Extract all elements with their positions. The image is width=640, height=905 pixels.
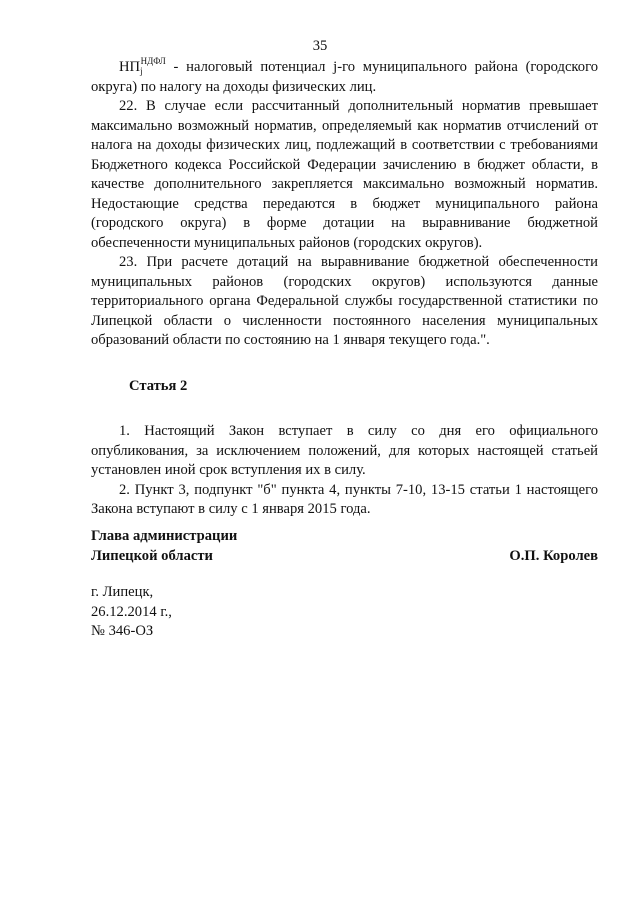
definition-text: - налоговый потенциал j-го муниципального района (городского округа) по налогу на доходы физических лиц. — [91, 59, 598, 95]
formula-superscript: НДФЛ — [140, 56, 166, 66]
document-footer — [91, 583, 391, 642]
signature-title-line2: Липецкой области — [91, 547, 213, 564]
signature-row — [91, 547, 598, 567]
signatory-name: О.П. Королев — [509, 547, 598, 564]
article-item-2: 2. Пункт 3, подпункт "б" пункта 4, пункты 7-10, 13-15 статьи 1 настоящего Закона вступают в силу с 1 января 2015 года. — [91, 481, 598, 517]
article-item-1: 1. Настоящий Закон вступает в силу со дня его официального опубликования, за исключением положений, для которых настоящей статьей установлен иной срок вступления их в силу. — [91, 423, 598, 478]
formula-symbol-main: НП — [119, 59, 141, 75]
city: г. Липецк, — [91, 584, 154, 600]
paragraph-22: 22. В случае если рассчитанный дополнительный норматив превышает максимально возможный норматив, определяемый как норматив отчислений от налога на доходы физических лиц, подлежащий в соответствии с требованиями Бюджетного кодекса Российской Федерации зачислению в бюджет области, в качестве дополнительного закрепляется максимально возможный норматив. Недостающие средства передаются в бюджет муниципального района (городского округа) в форме дотации на выравнивание бюджетной обеспеченности муниципальных районов (городских округов). — [91, 98, 598, 251]
signature-block — [91, 527, 598, 566]
law-number: № 346-ОЗ — [91, 623, 154, 639]
definition-paragraph — [91, 58, 598, 97]
paragraph-23: 23. При расчете дотаций на выравнивание бюджетной обеспеченности муниципальных районов (городских округов) используются данные территориального органа Федеральной службы государственной статистики по Липецкой области о численности постоянного населения муниципальных образований области по состоянию на 1 января текущего года.". — [91, 254, 598, 348]
article-heading: Статья 2 — [129, 377, 188, 394]
document-date: 26.12.2014 г., — [91, 603, 172, 620]
page-number: 35 — [312, 38, 328, 54]
document-body — [91, 58, 598, 520]
formula-subscript: j — [140, 66, 143, 76]
formula-symbol — [119, 56, 166, 76]
signature-title-line1: Глава администрации — [91, 528, 238, 544]
section-spacer — [91, 396, 598, 422]
